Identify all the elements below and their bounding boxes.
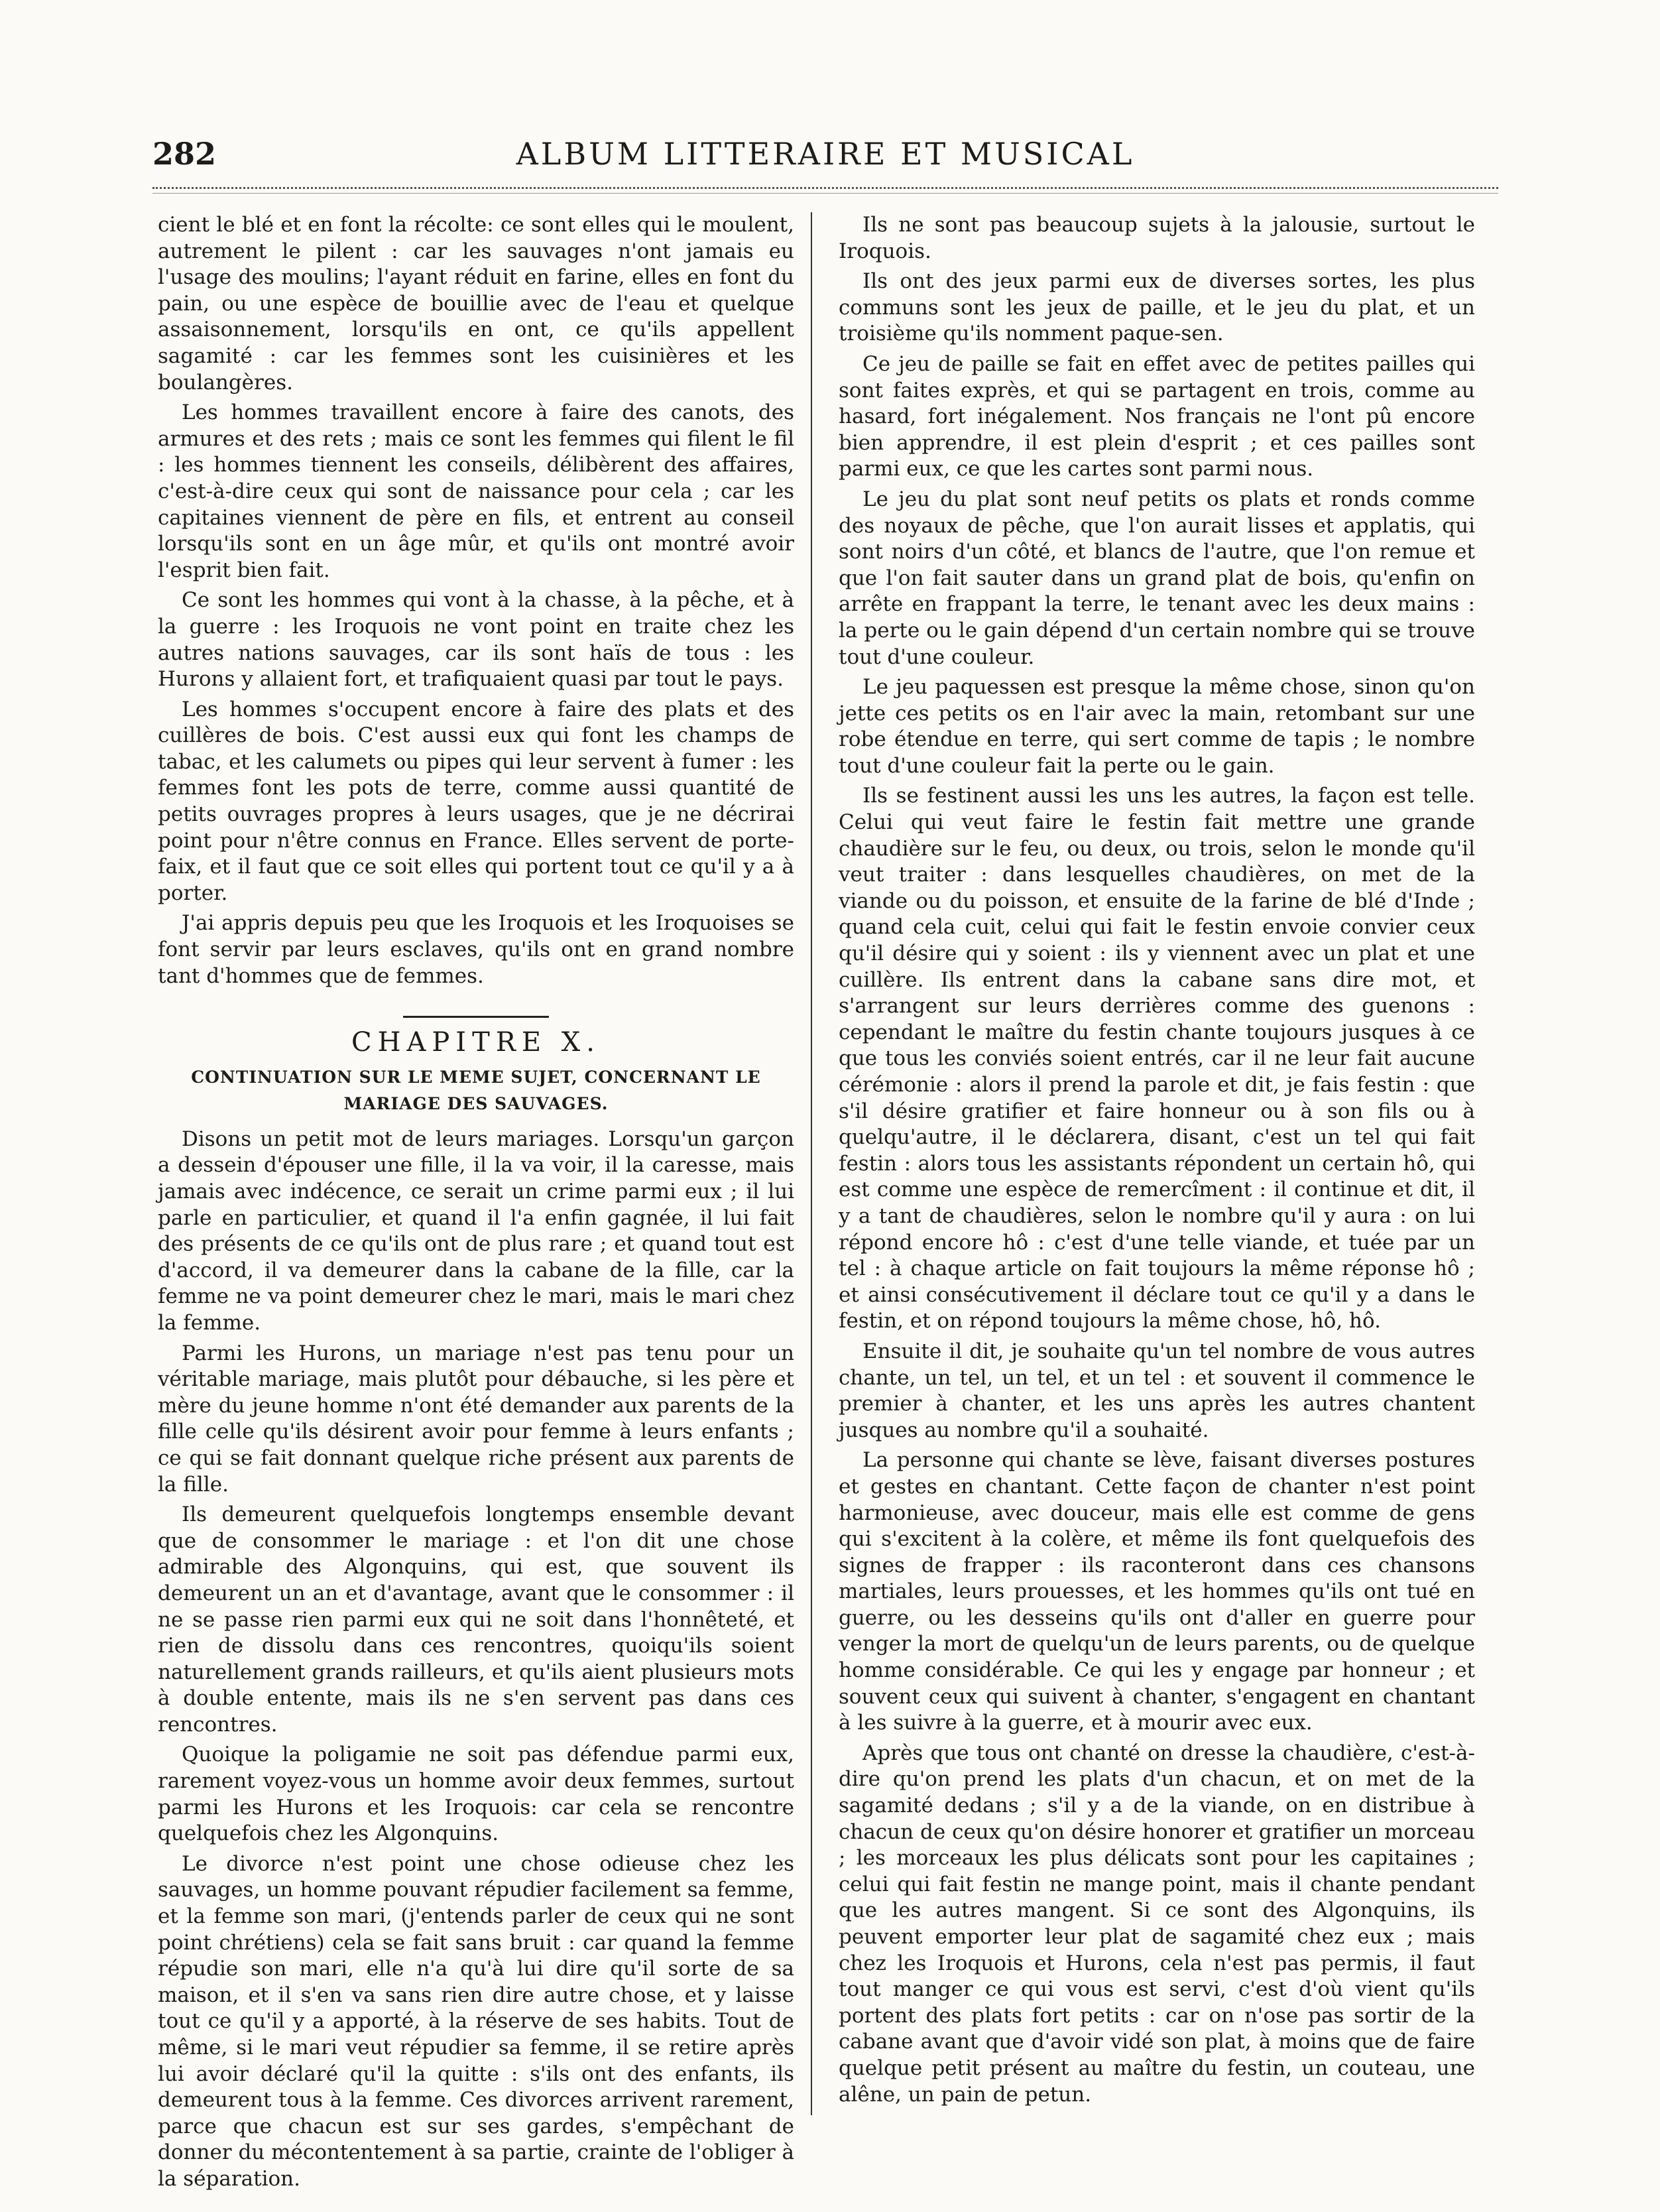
left-column — [158, 212, 794, 2197]
paragraph: Ils se festinent aussi les uns les autres, la façon est telle. Celui qui veut faire le festin fait mettre une grande chaudière sur le feu, ou deux, ou trois, selon le monde qu'il veut traiter : dans lesquelles chaudières, on met de la viande ou du poisson, et ensuite de la farine de blé d'Inde ; quand cela cuit, celui qui fait le festin envoie convier ceux qu'il désire qui y soient : ils y viennent avec un plat et une cuillère. Ils entrent dans la cabane sans dire mot, et s'arrangent sur leurs derrières comme des guenons : cependant le maître du festin chante toujours jusques à ce que tous les conviés soient entrés, car il ne leur fait aucune cérémonie : alors il prend la parole et dit, je fais festin : que s'il désire gratifier et faire honneur ou à son fils ou à quelqu'autre, il le déclarera, disant, c'est un tel qui fait festin : alors tous les assistants répondent un certain hô, qui est comme une espèce de remercîment : il continue et dit, il y a tant de chaudières, selon le nombre qu'il y aura : on lui répond encore hô : c'est d'une telle viande, et tuée par un tel : à chaque article on fait toujours la même réponse hô ; et ainsi consécutivement il déclare tout ce qu'il y a dans le festin, et on répond toujours la même chose, hô, hô. — [839, 784, 1475, 1333]
paragraph: Disons un petit mot de leurs mariages. Lorsqu'un garçon a dessein d'épouser une fille, il la va voir, il la caresse, mais jamais avec indécence, ce serait un crime parmi eux ; il lui parle en particulier, et quand il l'a enfin gagnée, il lui fait des présents de ce qu'ils ont de plus rare ; et quand tout est d'accord, il va demeurer dans la cabane de la fille, car la femme ne va point demeurer chez le mari, mais le mari chez la femme. — [158, 1127, 794, 1335]
paragraph: La personne qui chante se lève, faisant diverses postures et gestes en chantant. Cette façon de chanter n'est point harmonieuse, avec douceur, mais elle est comme de gens qui s'excitent à la colère, et même ils font quelquefois des signes de frapper : ils raconteront dans ces chansons martiales, leurs prouesses, et les hommes qu'ils ont tué en guerre, ou les desseins qu'ils ont d'aller en guerre pour venger la mort de quelqu'un de leurs parents, ou de quelque homme considérable. Ce qui les y engage par honneur ; et souvent ceux qui suivent à chanter, s'engagent en chantant à les suivre à la guerre, et à mourir avec eux. — [839, 1448, 1475, 1735]
paragraph: Quoique la poligamie ne soit pas défendue parmi eux, rarement voyez-vous un homme avoir deux femmes, surtout parmi les Hurons et les Iroquois: car cela se rencontre quelquefois chez les Algonquins. — [158, 1743, 794, 1846]
paragraph: Le jeu paquessen est presque la même chose, sinon qu'on jette ces petits os en l'air avec la main, retombant sur une robe étendue en terre, qui sert comme de tapis ; le nombre tout d'une couleur fait la perte ou le gain. — [839, 675, 1475, 778]
paragraph: Les hommes s'occupent encore à faire des plats et des cuillères de bois. C'est aussi eux qui font les champs de tabac, et les calumets ou pipes qui leur servent à fumer : les femmes font les pots de terre, comme aussi quantité de petits ouvrages propres à leurs usages, que je ne décrirai point pour n'être connus en France. Elles servent de porte-faix, et il faut que ce soit elles qui portent tout ce qu'il y a à porter. — [158, 697, 794, 905]
paragraph: Le divorce n'est point une chose odieuse chez les sauvages, un homme pouvant répudier facilement sa femme, et la femme son mari, (j'entends parler de ceux qui ne sont point chrétiens) cela se fait sans bruit : car quand la femme répudie son mari, elle n'a qu'à lui dire qu'il sorte de sa maison, et il s'en va sans rien dire autre chose, et y laisse tout ce qu'il y a apporté, à la réserve de ses habits. Tout de même, si le mari veut répudier sa femme, il se retire après lui avoir déclaré qu'il la quitte : s'ils ont des enfants, ils demeurent tous à la femme. Ces divorces arrivent rarement, parce que chacun est sur ses gardes, s'empêchant de donner du mécontentement à sa partie, crainte de l'obliger à la séparation. — [158, 1851, 794, 2191]
paragraph: J'ai appris depuis peu que les Iroquois et les Iroquoises se font servir par leurs esclaves, qu'ils ont en grand nombre tant d'hommes que de femmes. — [158, 911, 794, 988]
paragraph: Ce jeu de paille se fait en effet avec de petites pailles qui sont faites exprès, et qui se partagent en trois, comme au hasard, fort inégalement. Nos français ne l'ont pû encore bien apprendre, il est plein d'esprit ; et ces pailles sont parmi eux, ce que les cartes sont parmi nous. — [839, 351, 1475, 481]
paragraph: Ensuite il dit, je souhaite qu'un tel nombre de vous autres chante, un tel, un tel, et un tel : et souvent il commence le premier à chanter, et les uns après les autres chantent jusques au nombre qu'il a souhaité. — [839, 1339, 1475, 1442]
page-number: 282 — [152, 136, 217, 172]
running-title: ALBUM LITTERAIRE ET MUSICAL — [516, 136, 1135, 172]
right-column — [839, 212, 1475, 2112]
chapter-divider — [403, 1016, 549, 1018]
paragraph: Ils ont des jeux parmi eux de diverses sortes, les plus communs sont les jeux de paille, et le jeu du plat, et un troisième qu'ils nomment paque-sen. — [839, 269, 1475, 346]
paragraph: Le jeu du plat sont neuf petits os plats et ronds comme des noyaux de pêche, que l'on aurait lisses et applatis, qui sont noirs d'un côté, et blancs de l'autre, que l'on remue et que l'on fait sauter dans un grand plat de bois, qu'enfin on arrête en frappant la terre, le tenant avec les deux mains : la perte ou le gain dépend d'un certain nombre qui se trouve tout d'une couleur. — [839, 487, 1475, 669]
paragraph: Ils ne sont pas beaucoup sujets à la jalousie, surtout le Iroquois. — [839, 213, 1475, 263]
column-divider — [811, 212, 812, 2115]
paragraph: Après que tous ont chanté on dresse la chaudière, c'est-à-dire qu'on prend les plats d'un chacun, et on met de la sagamité dedans ; s'il y a de la viande, on en distribue à chacun de ceux qu'on désire honorer et gratifier un morceau ; les morceaux les plus délicats sont pour les capitaines ; celui qui fait festin ne mange point, mais il chante pendant que les autres mangent. Si ce sont des Algonquins, ils peuvent emporter leur plat de sagamité chez eux ; mais chez les Iroquois et Hurons, cela n'est pas permis, il faut tout manger ce qui vous est servi, c'est d'où vient qu'ils portent des plats fort petits : car on n'ose pas sortir de la cabane avant que d'avoir vidé son plat, à moins que de faire quelque petit présent au maître du festin, un couteau, une alêne, un pain de petun. — [839, 1741, 1475, 2107]
paragraph: Ils demeurent quelquefois longtemps ensemble devant que de consommer le mariage : et l'on dit une chose admirable des Algonquins, qui est, que souvent ils demeurent un an et d'avantage, avant que le consommer : il ne se passe rien parmi eux qui ne soit dans l'honnêteté, et rien de dissolu dans ces rencontres, quoiqu'ils soient naturellement grands railleurs, et qu'ils aient plusieurs mots à double entente, mais ils ne s'en servent pas dans ces rencontres. — [158, 1503, 794, 1737]
paragraph: Ce sont les hommes qui vont à la chasse, à la pêche, et à la guerre : les Iroquois ne vont point en traite chez les autres nations sauvages, car ils sont haïs de tous : les Hurons y allaient fort, et trafiquaient quasi par tout le pays. — [158, 588, 794, 692]
chapter-title: CHAPITRE X. — [351, 1027, 601, 1058]
header-rule — [152, 187, 1498, 194]
paragraph: Les hommes travaillent encore à faire des canots, des armures et des rets ; mais ce sont les femmes qui filent le fil : les hommes tiennent les conseils, délibèrent des affaires, c'est-à-dire ceux qui sont de naissance pour cela ; car les capitaines viennent de père en fils, et entrent au conseil lorsqu'ils sont en un âge mûr, et qu'ils ont montré avoir l'esprit bien fait. — [158, 400, 794, 582]
page-header — [152, 136, 1498, 182]
paragraph: Parmi les Hurons, un mariage n'est pas tenu pour un véritable mariage, mais plutôt pour débauche, si les père et mère du jeune homme n'ont été demander aux parents de la fille celle qu'ils désirent avoir pour femme à leurs enfants ; ce qui se fait donnant quelque riche présent aux parents de la fille. — [158, 1341, 794, 1497]
chapter-subtitle: CONTINUATION SUR LE MEME SUJET, CONCERNANT LE MARIAGE DES SAUVAGES. — [191, 1067, 761, 1113]
paragraph: cient le blé et en font la récolte: ce sont elles qui le moulent, autrement le pilent : car les sauvages n'ont jamais eu l'usage des moulins; l'ayant réduit en farine, elles en font du pain, ou une espèce de bouillie avec de l'eau et quelque assaisonnement, lorsqu'ils en ont, ce qu'ils appellent sagamité : car les femmes sont les cuisinières et les boulangères. — [158, 213, 794, 395]
